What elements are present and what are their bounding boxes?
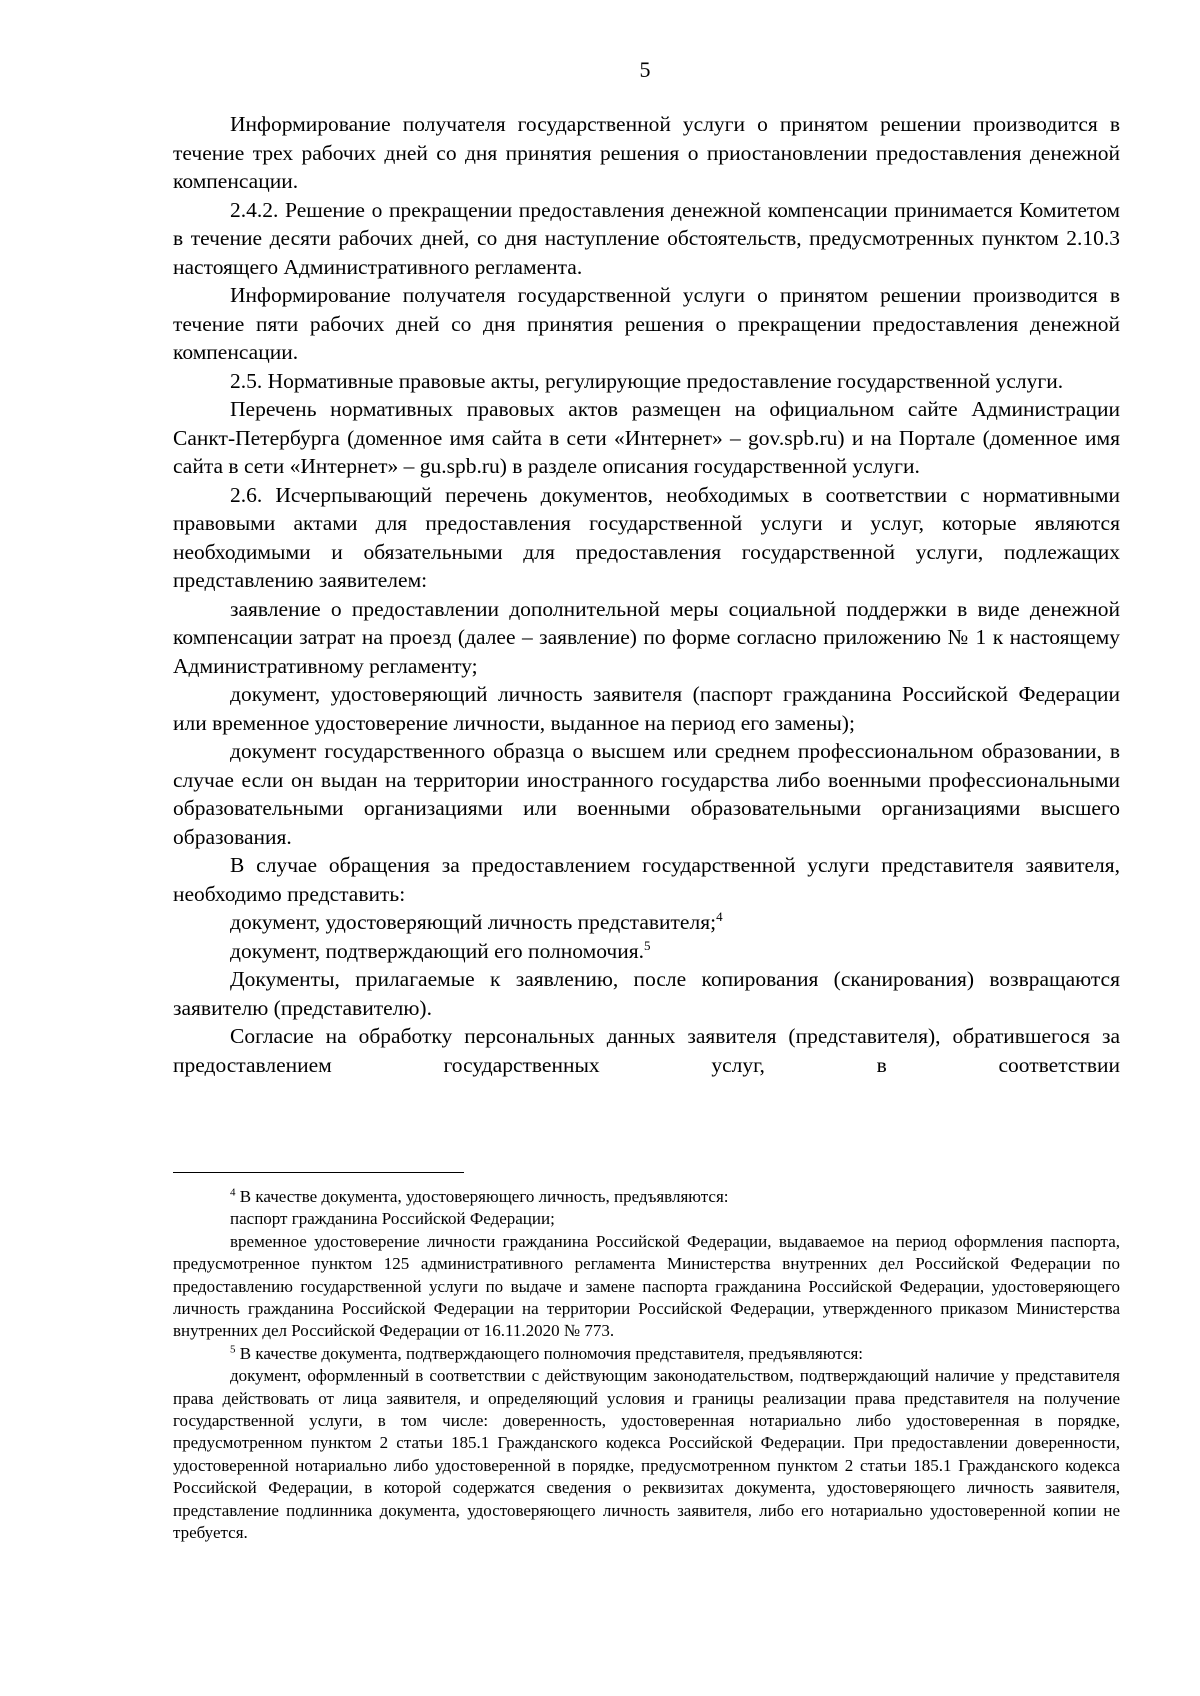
- footnote-separator: [173, 1172, 464, 1173]
- paragraph: Информирование получателя государственной услуги о принятом решении производится в течение трех рабочих дней со дня принятия решения о приостановлении предоставления денежной компенсации.: [173, 112, 1120, 193]
- footnote-mark-5: 5: [230, 1343, 236, 1356]
- page-number: 5: [639, 57, 651, 82]
- paragraph-representative-authority: [173, 937, 1120, 966]
- paragraph-text: документ, подтверждающий его полномочия.: [230, 938, 644, 963]
- footnote-text: В качестве документа, подтверждающего полномочия представителя, предъявляются:: [239, 1343, 864, 1363]
- paragraph: В случае обращения за предоставлением государственной услуги представителя заявителя, необходимо представить:: [173, 853, 1120, 906]
- paragraph-text: документ, удостоверяющий личность представителя;: [230, 910, 717, 934]
- footnote-item: временное удостоверение личности гражданина Российской Федерации, выдаваемое на период оформления паспорта, предусмотренное пунктом 125 административного регламента Министерства внутренних дел Российской Федерации по предоставлению государственной услуги по выдаче и замене паспорта гражданина Российской Федерации, удостоверяющего личность гражданина Российской Федерации на территории Российской Федерации, утвержденного приказом Министерства внутренних дел Российской Федерации от 16.11.2020 № 773.: [173, 1231, 1120, 1341]
- paragraph: 2.4.2. Решение о прекращении предоставления денежной компенсации принимается Комитетом в течение десяти рабочих дней, со дня наступление обстоятельств, предусмотренных пунктом 2.10.3 настоящего Административного регламента.: [173, 197, 1120, 279]
- paragraph: 2.5. Нормативные правовые акты, регулирующие предоставление государственной услуги.: [230, 368, 1064, 393]
- footnote-ref-5: 5: [644, 937, 651, 953]
- body-text: [173, 110, 1120, 1079]
- paragraph: Перечень нормативных правовых актов размещен на официальном сайте Администрации Санкт-Петербурга (доменное имя сайта в сети «Интернет» – gov.spb.ru) и на Портале (доменное имя сайта в сети «Интернет» – gu.spb.ru) в разделе описания государственной услуги.: [173, 397, 1120, 478]
- paragraph: Документы, прилагаемые к заявлению, после копирования (сканирования) возвращаются заявителю (представителю).: [173, 967, 1120, 1020]
- footnote-item: документ, оформленный в соответствии с действующим законодательством, подтверждающий наличие у представителя права действовать от лица заявителя, и определяющий условия и границы реализации права представителя на получение государственной услуги, в том числе: доверенность, удостоверенная нотариально либо удостоверенная в порядке, предусмотренном пунктом 2 статьи 185.1 Гражданского кодекса Российской Федерации. При предоставлении доверенности, удостоверенной нотариально либо удостоверенной в порядке, предусмотренном пунктом 2 статьи 185.1 Гражданского кодекса Российской Федерации, в которой содержатся сведения о реквизитах документа, удостоверяющего личность заявителя, представление подлинника документа, удостоверяющего личность заявителя, либо его нотариально удостоверенной копии не требуется.: [173, 1366, 1120, 1543]
- paragraph: Информирование получателя государственной услуги о принятом решении производится в течение пяти рабочих дней со дня принятия решения о прекращении предоставления денежной компенсации.: [173, 283, 1120, 364]
- paragraph: 2.6. Исчерпывающий перечень документов, необходимых в соответствии с нормативными правовыми актами для предоставления государственной услуги и услуг, которые являются необходимыми и обязательными для предоставления государственной услуги, подлежащих представлению заявителем:: [173, 482, 1120, 592]
- footnote-item: паспорт гражданина Российской Федерации;: [230, 1209, 555, 1229]
- paragraph: Согласие на обработку персональных данных заявителя (представителя), обратившегося за предоставлением государственных услуг, в соответствии: [173, 1024, 1120, 1077]
- footnote-4-intro: [173, 1186, 1120, 1208]
- paragraph: документ государственного образца о высшем или среднем профессиональном образовании, в случае если он выдан на территории иностранного государства либо военными профессиональными образовательными организациями или военными образовательными организациями высшего образования.: [173, 739, 1120, 849]
- footnote-mark-4: 4: [230, 1186, 236, 1199]
- paragraph-representative-id: [173, 908, 1120, 937]
- paragraph: заявление о предоставлении дополнительной меры социальной поддержки в виде денежной компенсации затрат на проезд (далее – заявление) по форме согласно приложению № 1 к настоящему Административному регламенту;: [173, 596, 1120, 678]
- footnote-text: В качестве документа, удостоверяющего личность, предъявляются:: [239, 1187, 729, 1206]
- footnotes: [173, 1186, 1120, 1545]
- paragraph: документ, удостоверяющий личность заявителя (паспорт гражданина Российской Федерации или временное удостоверение личности, выданное на период его замены);: [173, 682, 1120, 735]
- footnote-ref-4: 4: [716, 908, 723, 924]
- footnote-5-intro: [173, 1343, 1120, 1365]
